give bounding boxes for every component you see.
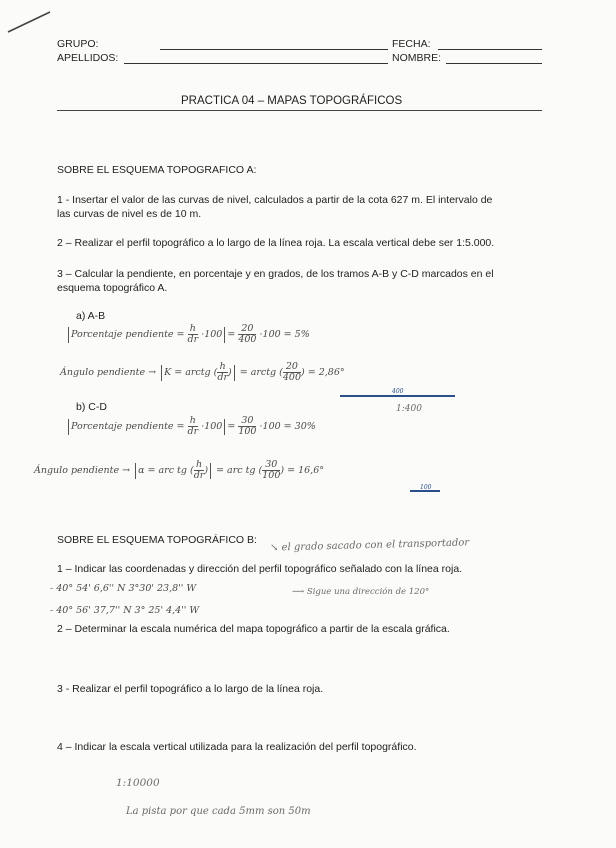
question-a3-line1: 3 – Calcular la pendiente, en porcentaje y en grados, de los tramos A-B y C-D marcados en el bbox=[57, 268, 494, 280]
question-b1: 1 – Indicar las coordenadas y dirección del perfil topográfico señalado con la línea roja. bbox=[57, 563, 463, 575]
apellidos-label: APELLIDOS: bbox=[57, 52, 119, 64]
section-a-heading: SOBRE EL ESQUEMA TOPOGRAFICO A: bbox=[57, 164, 257, 176]
page-title: PRACTICA 04 – MAPAS TOPOGRÁFICOS bbox=[181, 95, 403, 107]
grupo-field-line[interactable] bbox=[160, 49, 388, 50]
title-rule bbox=[57, 110, 542, 111]
pen-mark-decoration bbox=[4, 6, 54, 36]
question-a1-line1: 1 - Insertar el valor de las curvas de nivel, calculados a partir de la cota 627 m. El intervalo de bbox=[57, 194, 493, 206]
grupo-label: GRUPO: bbox=[57, 38, 99, 50]
scale-bar-2-label: 100 bbox=[420, 484, 432, 491]
item-b-label: b) C-D bbox=[76, 401, 107, 413]
handwritten-note-direccion: ⟶ Sigue una dirección de 120° bbox=[292, 587, 430, 597]
nombre-field-line[interactable] bbox=[446, 63, 542, 64]
scale-bar-1-label: 400 bbox=[392, 388, 404, 395]
section-b-heading: SOBRE EL ESQUEMA TOPOGRÁFICO B: bbox=[57, 534, 257, 546]
handwritten-coord-1: - 40° 54' 6,6'' N 3°30' 23,8'' W bbox=[50, 583, 197, 594]
handwritten-cd-angle: Ángulo pendiente → α = arc tg ( $\frac{h}{dr}$ ) = arc tg ( $\frac{30}{100}$ ) = 16,6° bbox=[34, 459, 324, 481]
apellidos-field-line[interactable] bbox=[124, 63, 388, 64]
handwritten-note-grado: ↘ el grado sacado con el transportador bbox=[269, 537, 470, 554]
item-a-label: a) A-B bbox=[76, 310, 106, 322]
scale-bar-1 bbox=[340, 395, 455, 397]
question-b4: 4 – Indicar la escala vertical utilizada para la realización del perfil topográfico. bbox=[57, 741, 417, 753]
question-b3: 3 - Realizar el perfil topográfico a lo largo de la línea roja. bbox=[57, 683, 324, 695]
handwritten-cd-percent: Porcentaje pendiente = $\frac{h}{dr}$ ·100 = $\frac{30}{100}$ ·100 = 30% bbox=[66, 416, 316, 437]
handwritten-answer-text: La pista por que cada 5mm son 50m bbox=[126, 806, 311, 817]
question-a1-line2: las curvas de nivel es de 10 m. bbox=[57, 208, 202, 220]
nombre-label: NOMBRE: bbox=[392, 52, 442, 64]
handwritten-ab-percent: Porcentaje pendiente = $\frac{h}{dr}$ ·100 = $\frac{20}{400}$ ·100 = 5% bbox=[66, 324, 310, 345]
handwritten-ab-angle: Ángulo pendiente → K = arctg ( $\frac{h}{dr}$ ) = arctg ( $\frac{20}{400}$ ) = 2,86° bbox=[60, 361, 345, 383]
scale-note-1: 1:400 bbox=[396, 404, 422, 414]
question-b2: 2 – Determinar la escala numérica del mapa topográfico a partir de la escala gráfica. bbox=[57, 623, 450, 635]
handwritten-coord-2: - 40° 56' 37,7'' N 3° 25' 4,4'' W bbox=[50, 605, 200, 616]
question-a2: 2 – Realizar el perfil topográfico a lo largo de la línea roja. La escala vertical debe ser 1:5.000. bbox=[57, 237, 495, 249]
question-a3-line2: esquema topográfico A. bbox=[57, 282, 168, 294]
fecha-label: FECHA: bbox=[392, 38, 431, 50]
handwritten-answer-scale: 1:10000 bbox=[116, 777, 160, 789]
fecha-field-line[interactable] bbox=[438, 49, 542, 50]
